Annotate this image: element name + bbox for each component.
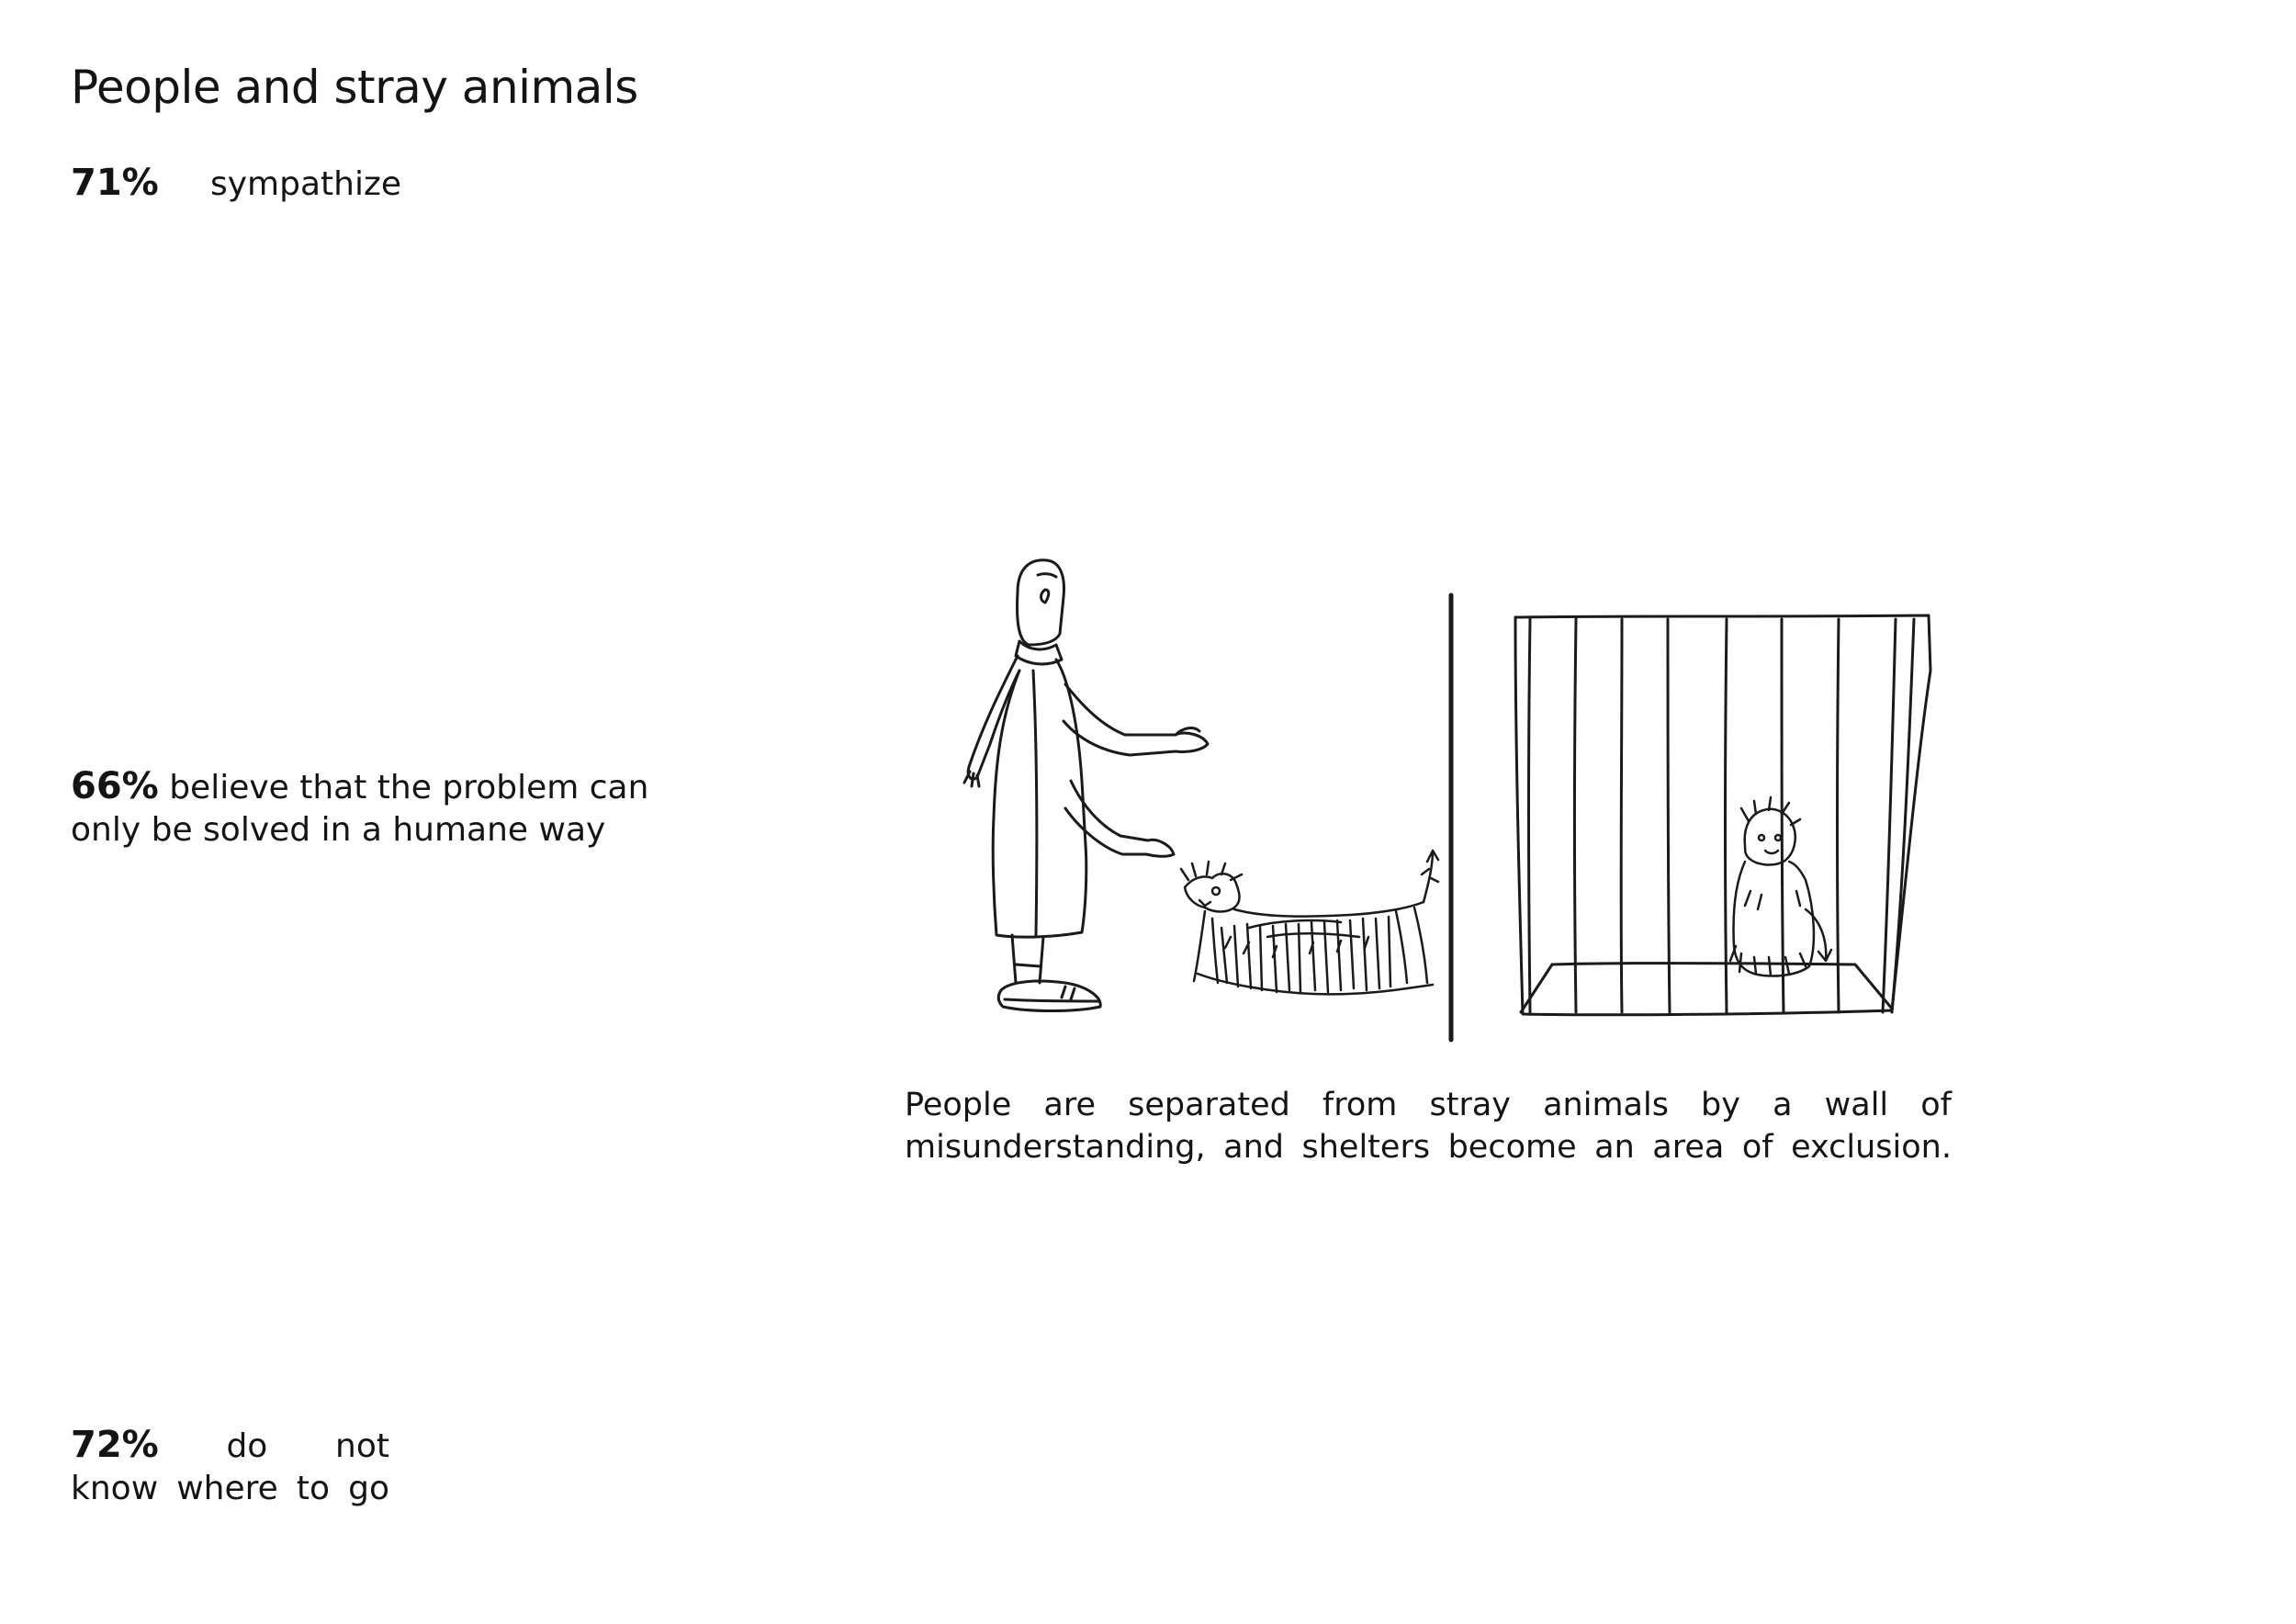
stat-text: sympathize [209,165,401,203]
stat-where-to-go [71,1424,389,1510]
caption-line-1: People are separated from stray animals by a wall of [905,1087,1952,1123]
stat-text-line2: know where to go [71,1470,389,1507]
person-figure [964,560,1208,1011]
stat-percent: 72% [71,1424,159,1466]
cage-drawing [1515,615,1930,1015]
page-title: People and stray animals [71,61,638,114]
stat-text: believe that the problem can only be solved in a humane way [71,769,649,849]
stat-text-line1: do not [226,1427,389,1465]
person-dog-cage-drawing [882,542,1965,1056]
caption-line-2: misunderstanding, and shelters become an area of exclusion. [905,1129,1952,1166]
stray-dog-drawing [1181,851,1438,994]
illustration [882,542,1965,1056]
stat-percent: 71% [71,162,159,204]
stat-humane-way [71,765,677,851]
stat-line-1 [71,1424,389,1468]
stat-sympathize [71,162,401,206]
illustration-caption [905,1084,1952,1168]
stat-percent: 66% [71,765,159,807]
